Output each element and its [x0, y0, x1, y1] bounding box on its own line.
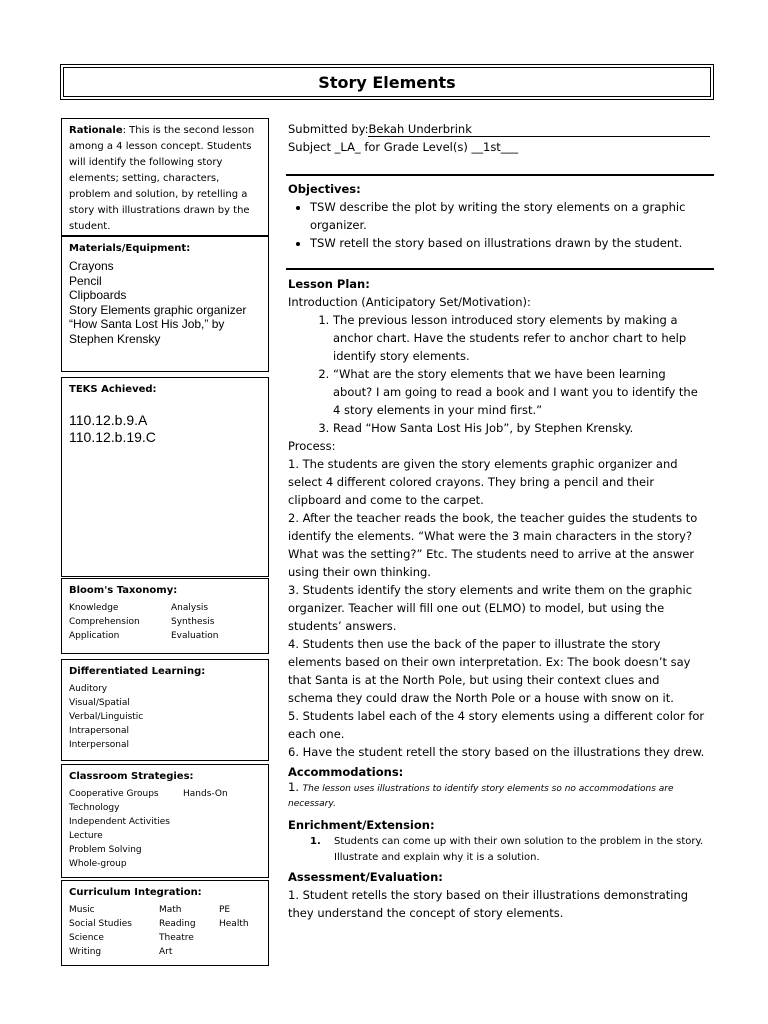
intro-item: 3. Read “How Santa Lost His Job”, by Stephen Krensky.: [333, 419, 706, 437]
curriculum-item: Health: [219, 919, 249, 929]
intro-item: 1. The previous lesson introduced story elements by making a anchor chart. Have the students refer to anchor chart to help identify story elements.: [333, 311, 706, 365]
objective-item: • TSW describe the plot by writing the story elements on a graphic organizer.: [310, 198, 708, 234]
curriculum-item: Science: [69, 933, 104, 943]
assessment-heading: Assessment/Evaluation:: [288, 870, 443, 884]
assessment-text: 1. Student retells the story based on their illustrations demonstrating they understand the concept of story elements.: [288, 888, 689, 920]
strategies-item: Cooperative Groups: [69, 789, 159, 799]
blooms-box: [61, 578, 269, 654]
curriculum-heading: Curriculum Integration:: [69, 887, 202, 898]
objectives-section: [288, 180, 708, 252]
submitted-block: [288, 120, 714, 156]
rationale-box: [61, 118, 269, 236]
teks-heading: TEKS Achieved:: [69, 384, 157, 395]
intro-label: Introduction (Anticipatory Set/Motivation):: [288, 295, 531, 309]
materials-item: Clipboards: [69, 288, 127, 302]
subject-line: Subject _LA_ for Grade Level(s) __1st___: [288, 140, 519, 154]
process-item: 3. Students identify the story elements and write them on the graphic organizer. Teacher will fill one out (ELMO) to model, but using the students’ answers.: [288, 583, 693, 633]
blooms-item: Comprehension: [69, 617, 140, 627]
materials-item: Pencil: [69, 273, 102, 288]
process-item: 5. Students label each of the 4 story elements using a different color for each one.: [288, 709, 705, 741]
lesson-plan-heading: Lesson Plan:: [288, 277, 370, 291]
blooms-item: Application: [69, 631, 120, 641]
strategies-item: Independent Activities: [69, 817, 170, 827]
blooms-item: Analysis: [171, 603, 209, 613]
strategies-item: Hands-On: [183, 789, 228, 799]
differentiated-heading: Differentiated Learning:: [69, 666, 206, 677]
strategies-heading: Classroom Strategies:: [69, 771, 194, 782]
process-label: Process:: [288, 439, 336, 453]
curriculum-item: Theatre: [159, 933, 194, 943]
curriculum-item: [219, 931, 269, 945]
process-item: 4. Students then use the back of the paper to illustrate the story elements based on their own interpretation. Ex: The book doesn’t say that Santa is at the North Pole, but using their context clues and schema they could draw the North Pole or a house with snow on it.: [288, 637, 691, 705]
enrichment-text: Students can come up with their own solution to the problem in the story. Illustrate and explain why it is a solution.: [334, 836, 704, 863]
materials-item: Crayons: [69, 259, 114, 273]
teks-item: 110.12.b.9.A: [69, 412, 148, 428]
process-item: 1. The students are given the story elements graphic organizer and select 4 different colored crayons. They bring a pencil and their clipboard and come to the carpet.: [288, 457, 678, 507]
strategies-item: Problem Solving: [69, 845, 142, 855]
differentiated-item: Visual/Spatial: [69, 698, 130, 708]
teks-item: 110.12.b.19.C: [69, 429, 156, 445]
teks-box: [61, 377, 269, 577]
curriculum-item: Math: [159, 905, 182, 915]
strategies-item: Lecture: [69, 831, 103, 841]
blooms-item: Synthesis: [171, 617, 215, 627]
curriculum-box: [61, 880, 269, 966]
curriculum-item: Music: [69, 905, 95, 915]
objective-item: • TSW retell the story based on illustrations drawn by the student.: [310, 234, 708, 252]
blooms-heading: Bloom's Taxonomy:: [69, 585, 178, 596]
intro-item: 2. “What are the story elements that we have been learning about? I am going to read a book and I want you to identify the 4 story elements in your mind first.”: [333, 365, 706, 419]
submitted-label: Submitted by:: [288, 122, 369, 136]
differentiated-item: Verbal/Linguistic: [69, 712, 144, 722]
accommodations-heading: Accommodations:: [288, 765, 404, 779]
lesson-plan-section: [288, 275, 706, 922]
accommodations-text: The lesson uses illustrations to identify story elements so no accommodations are necessary.: [288, 784, 674, 809]
differentiated-item: Intrapersonal: [69, 726, 129, 736]
page-title: Story Elements: [60, 64, 714, 100]
rationale-text: : This is the second lesson among a 4 lesson concept. Students will identify the following story elements; setting, characters, problem and solution, by retelling a story with illustrations drawn by the student.: [69, 125, 255, 232]
enrichment-heading: Enrichment/Extension:: [288, 818, 435, 832]
process-item: 6. Have the student retell the story based on the illustrations they drew.: [288, 745, 705, 759]
strategies-item: Technology: [69, 803, 120, 813]
process-item: 2. After the teacher reads the book, the teacher guides the students to identify the elements. “What were the 3 main characters in the story? What was the setting?” Etc. The students need to arrive at the answer using their own thinking.: [288, 511, 698, 579]
differentiated-box: [61, 659, 269, 761]
materials-item: “How Santa Lost His Job,” by Stephen Krensky: [69, 317, 225, 346]
differentiated-item: Interpersonal: [69, 740, 129, 750]
curriculum-item: [219, 945, 269, 959]
materials-heading: Materials/Equipment:: [69, 243, 191, 254]
curriculum-item: Art: [159, 947, 173, 957]
blooms-item: Knowledge: [69, 603, 119, 613]
strategies-box: [61, 764, 269, 878]
enrichment-number: 1.: [310, 836, 321, 847]
differentiated-item: Auditory: [69, 684, 108, 694]
materials-item: Story Elements graphic organizer: [69, 302, 247, 317]
curriculum-item: Social Studies: [69, 919, 132, 929]
curriculum-item: Reading: [159, 919, 196, 929]
strategies-item: Whole-group: [69, 859, 127, 869]
divider: [286, 174, 714, 176]
accommodations-number: 1.: [288, 780, 303, 794]
curriculum-item: PE: [219, 905, 231, 915]
rationale-label: Rationale: [69, 125, 123, 136]
divider: [286, 268, 714, 270]
materials-box: [61, 236, 269, 372]
submitted-name: Bekah Underbrink: [368, 122, 710, 137]
curriculum-item: Writing: [69, 947, 102, 957]
objectives-heading: Objectives:: [288, 182, 361, 196]
blooms-item: Evaluation: [171, 631, 219, 641]
